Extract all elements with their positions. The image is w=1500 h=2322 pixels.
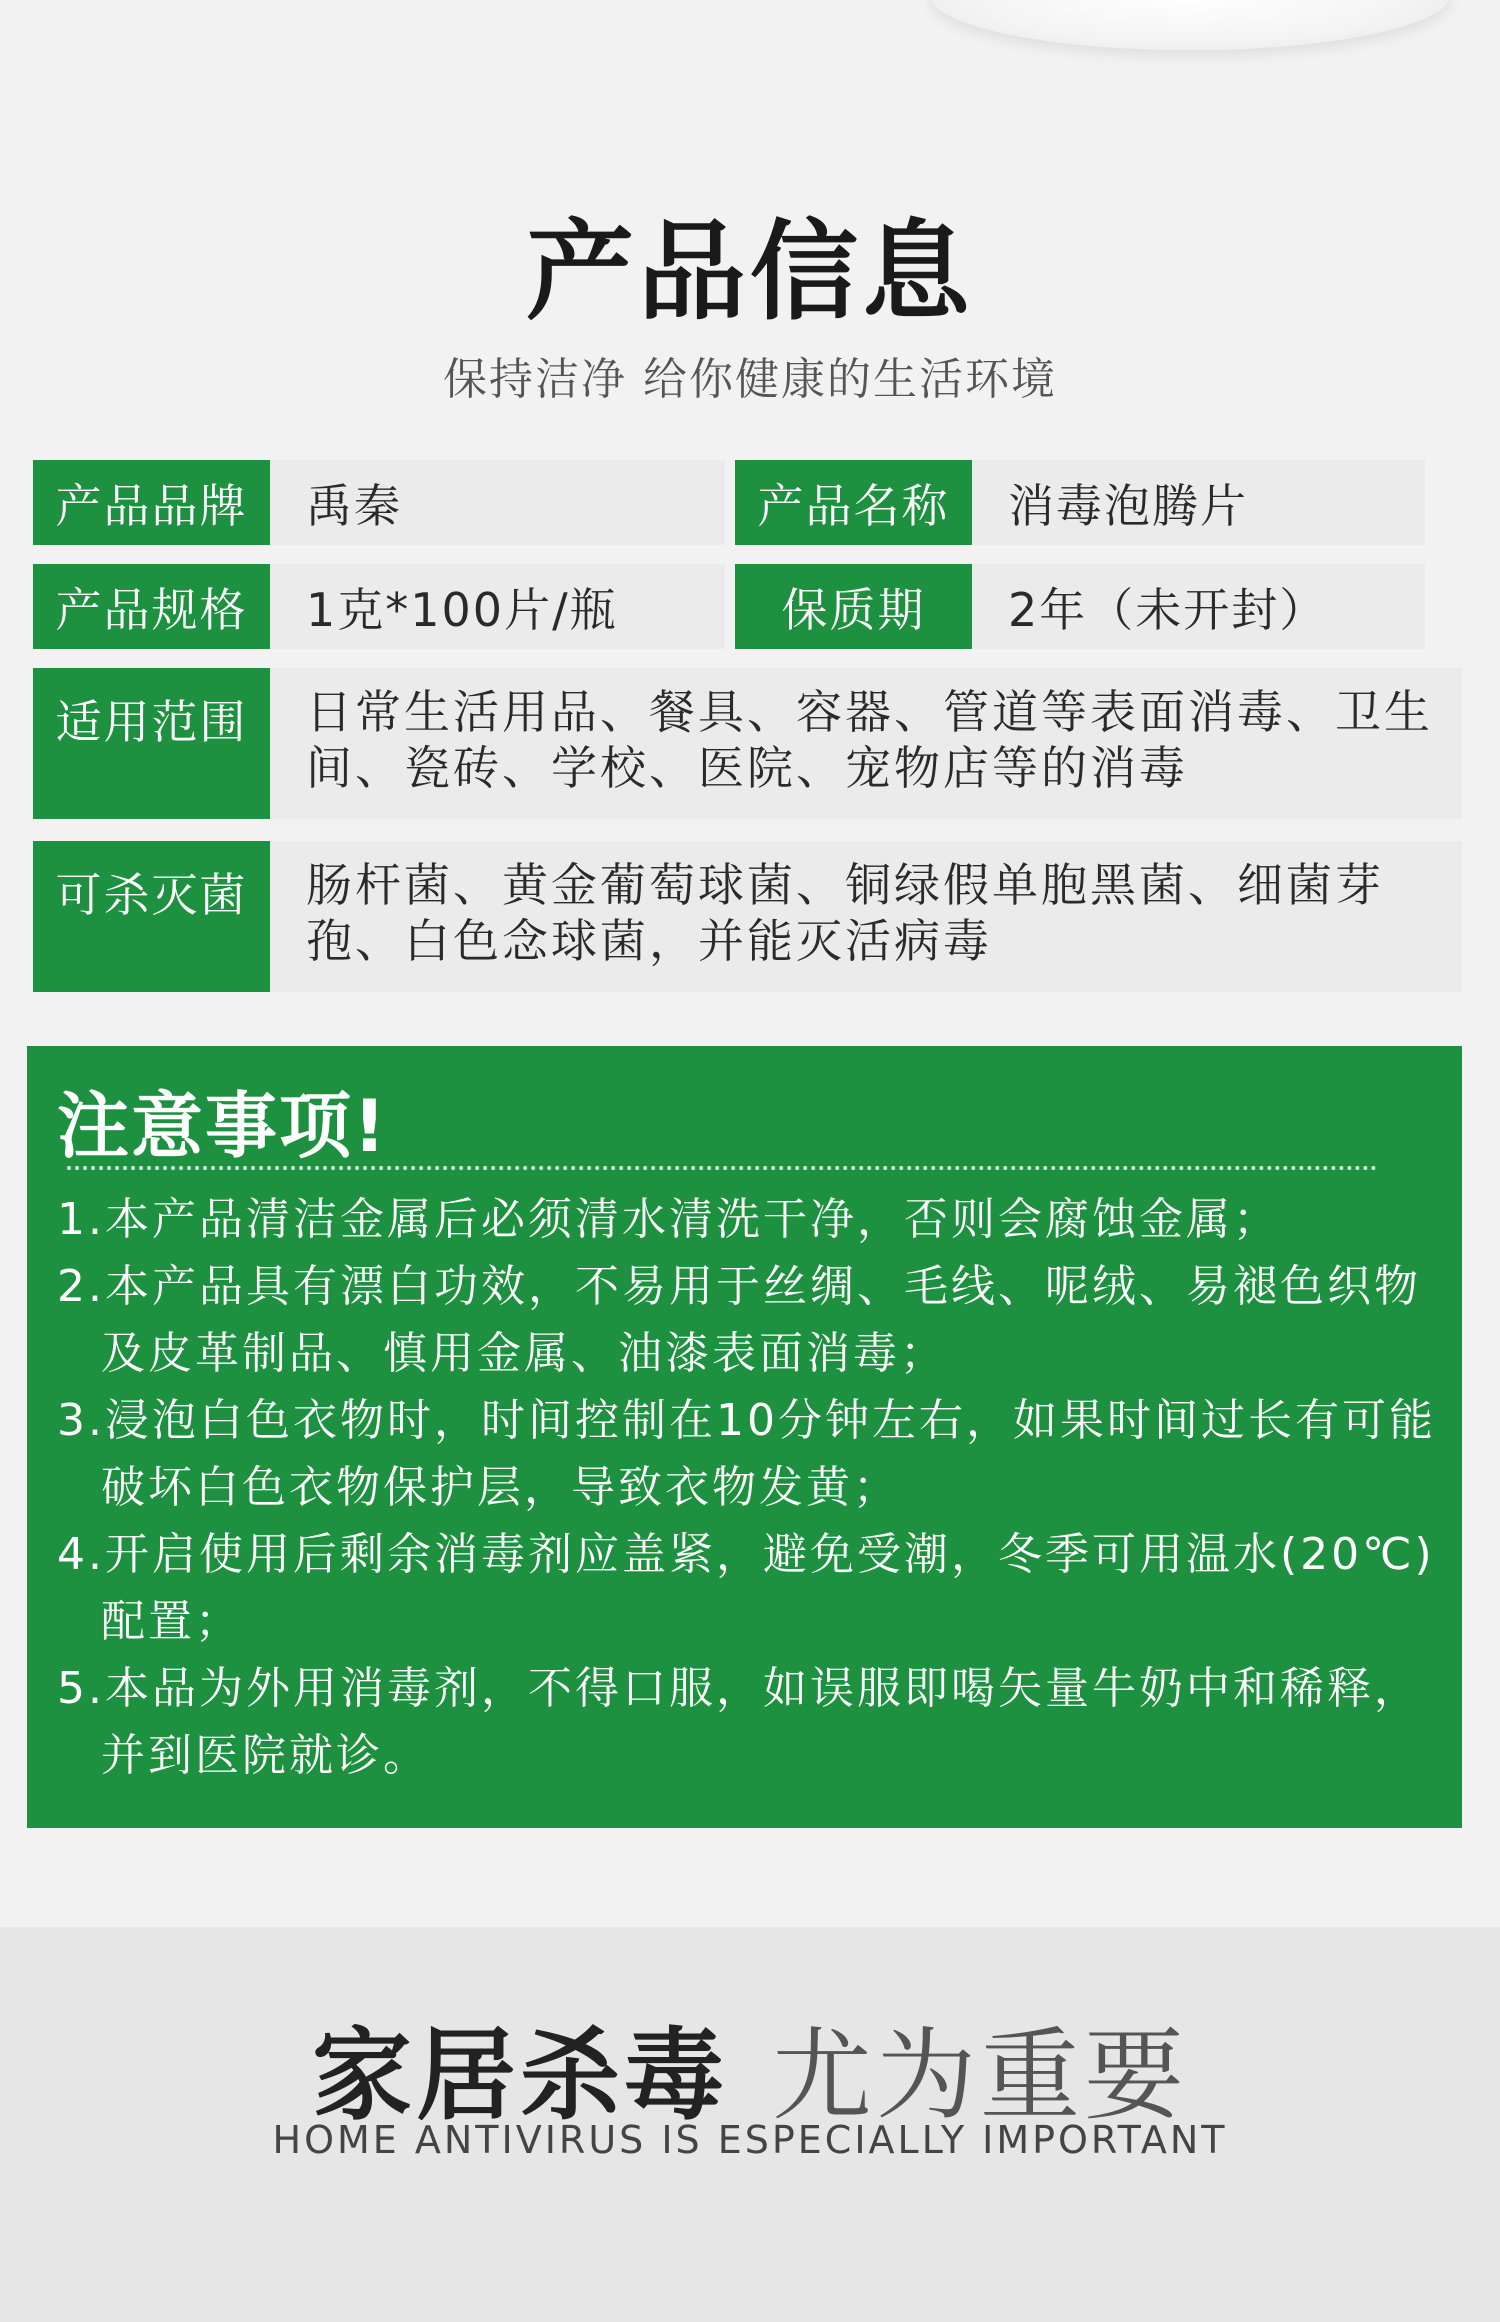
page-title: 产品信息	[525, 210, 974, 335]
notice-item: 4.开启使用后剩余消毒剂应盖紧，避免受潮，冬季可用温水(20℃)配置；	[57, 1529, 1435, 1647]
slogan-light-text: 尤为重要	[772, 2017, 1188, 2134]
name-value: 消毒泡腾片	[972, 460, 1425, 545]
slogan-bold-text: 家居杀毒	[312, 2017, 728, 2134]
notice-item: 2.本产品具有漂白功效，不易用于丝绸、毛线、呢绒、易褪色织物及皮革制品、慎用金属、油漆表面消毒；	[57, 1261, 1421, 1379]
bacteria-value: 肠杆菌、黄金葡萄球菌、铜绿假单胞黑菌、细菌芽孢、白色念球菌，并能灭活病毒	[270, 841, 1462, 992]
slogan-english: HOME ANTIVIRUS IS ESPECIALLY IMPORTANT	[272, 2118, 1228, 2162]
shelf-life-value: 2年（未开封）	[972, 564, 1425, 649]
scope-label: 适用范围	[33, 668, 270, 819]
notice-title: 注意事项!	[57, 1084, 388, 1168]
notice-box	[27, 1046, 1462, 1828]
spec-value: 1克*100片/瓶	[270, 564, 725, 649]
notice-item: 1.本产品清洁金属后必须清水清洗干净，否则会腐蚀金属；	[57, 1194, 1280, 1245]
shelf-life-label: 保质期	[735, 564, 972, 649]
product-bottle-decor	[930, 0, 1450, 50]
notice-list	[57, 1186, 1457, 1789]
notice-item: 3.浸泡白色衣物时，时间控制在10分钟左右，如果时间过长有可能破坏白色衣物保护层，导致衣物发黄；	[57, 1395, 1436, 1513]
brand-value: 禹秦	[270, 460, 725, 545]
scope-value: 日常生活用品、餐具、容器、管道等表面消毒、卫生间、瓷砖、学校、医院、宠物店等的消毒	[270, 668, 1462, 819]
spec-label: 产品规格	[33, 564, 270, 649]
bacteria-label: 可杀灭菌	[33, 841, 270, 992]
brand-label: 产品品牌	[33, 460, 270, 545]
page-subtitle: 保持洁净 给你健康的生活环境	[443, 354, 1057, 405]
notice-item: 5.本品为外用消毒剂，不得口服，如误服即喝矢量牛奶中和稀释，并到医院就诊。	[57, 1663, 1421, 1781]
name-label: 产品名称	[735, 460, 972, 545]
notice-divider	[67, 1166, 1377, 1170]
